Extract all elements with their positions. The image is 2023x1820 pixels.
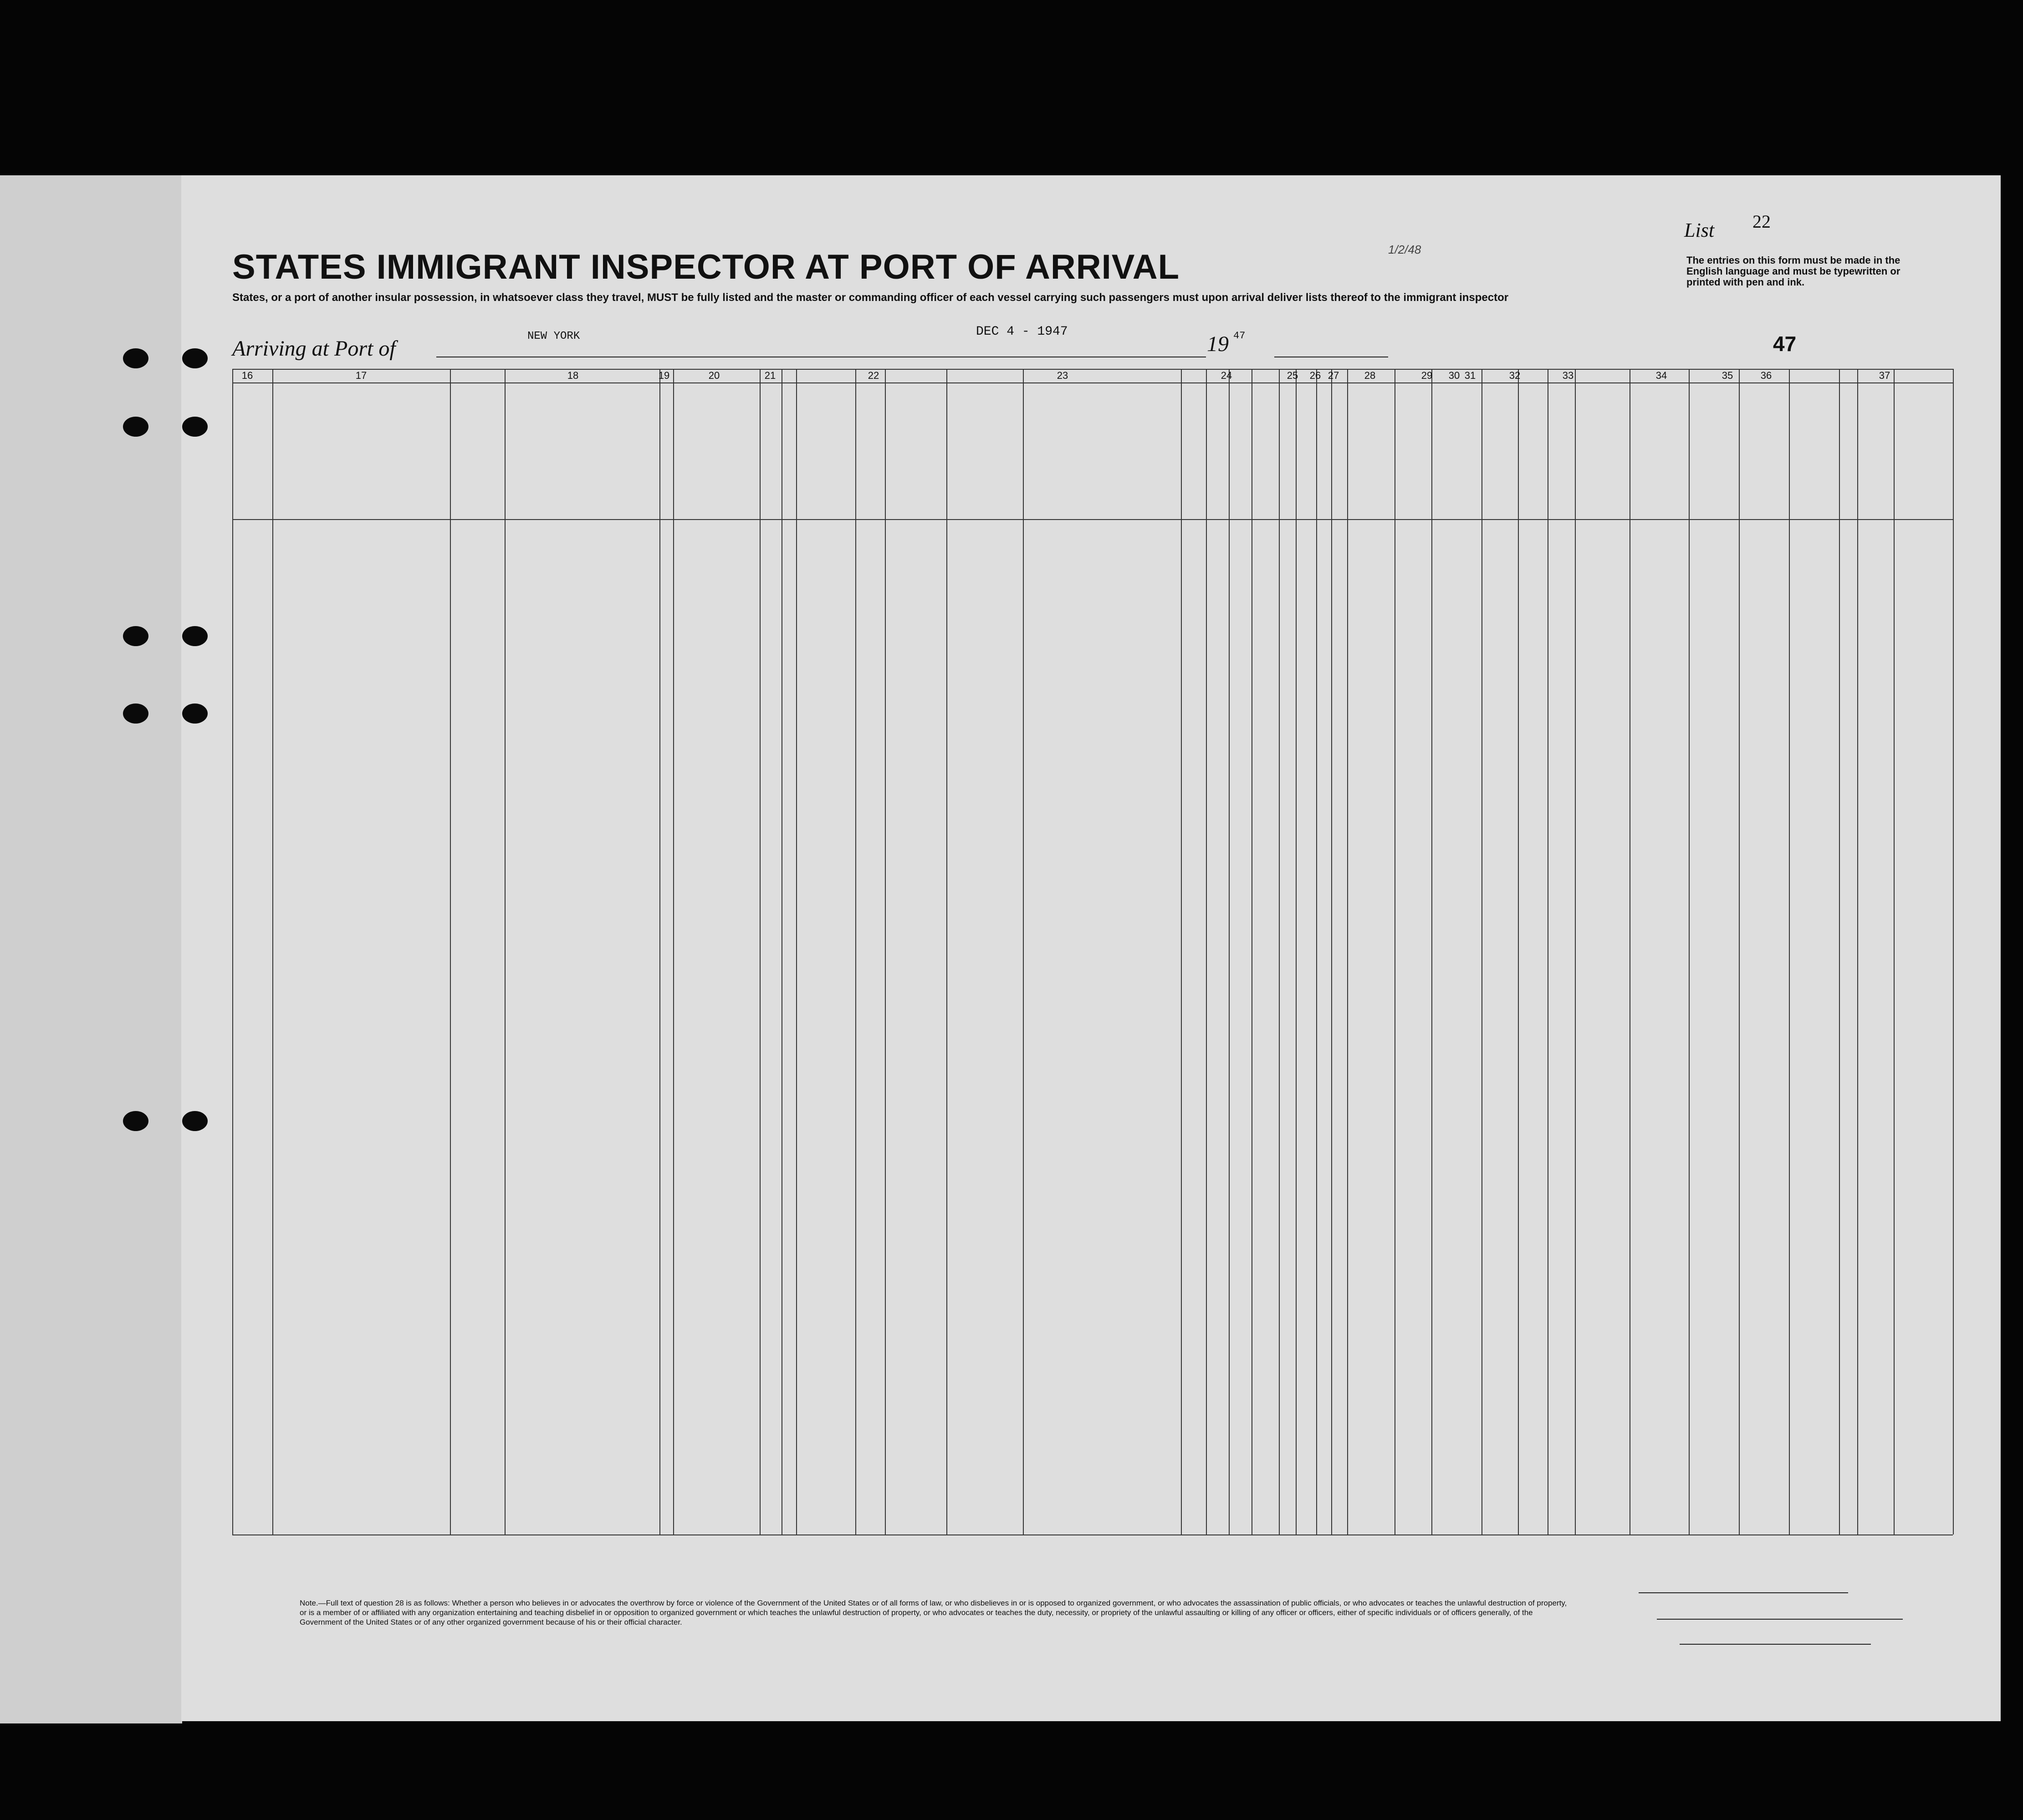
column-number: 27: [1328, 370, 1339, 381]
binding-hole: [182, 348, 208, 368]
page-title: STATES IMMIGRANT INSPECTOR AT PORT OF ARRIVAL: [232, 248, 1180, 286]
column-number: 28: [1364, 370, 1376, 381]
column-rule: [272, 369, 273, 1535]
column-rule: [1181, 369, 1182, 1535]
column-number: 17: [355, 370, 367, 381]
line-underline: [1639, 1592, 1848, 1593]
owners-underline: [1657, 1619, 1903, 1620]
column-rule: [946, 369, 947, 1535]
column-rule: [659, 369, 660, 1535]
column-rule: [1857, 369, 1858, 1535]
column-rule: [1229, 369, 1230, 1535]
column-number: 24: [1221, 370, 1232, 381]
column-rule: [232, 369, 233, 1535]
binding-hole: [123, 348, 148, 368]
column-rule: [1279, 369, 1280, 1535]
manifest-grid: [181, 175, 2001, 1721]
column-number: 16: [241, 370, 253, 381]
column-number: 23: [1057, 370, 1068, 381]
column-rule: [1894, 369, 1895, 1535]
binding-hole: [182, 704, 208, 724]
column-number: 36: [1760, 370, 1772, 381]
binding-hole: [182, 417, 208, 437]
column-number: 18: [567, 370, 579, 381]
column-rule: [1953, 369, 1954, 1535]
page-subtitle: States, or a port of another insular possession, in whatsoever class they travel, MUST be fully listed and the master or commanding officer of each vessel carrying such passengers must upon arrival deliver lists thereof to the immigrant inspector: [232, 291, 1509, 304]
column-rule: [855, 369, 856, 1535]
column-rule: [450, 369, 451, 1535]
column-number: 37: [1879, 370, 1890, 381]
column-number: 32: [1509, 370, 1521, 381]
column-rule: [1839, 369, 1840, 1535]
column-number: 31: [1464, 370, 1476, 381]
date-value: DEC 4 - 1947: [976, 325, 1068, 339]
column-rule: [1347, 369, 1348, 1535]
binding-hole: [123, 626, 148, 646]
column-rule: [1518, 369, 1519, 1535]
year-suffix: 47: [1233, 330, 1246, 342]
date-stamp: 1/2/48: [1388, 243, 1421, 256]
column-rule: [1789, 369, 1790, 1535]
footnote: Note.—Full text of question 28 is as follows: Whether a person who believes in or advocates the overthrow by force or violence of the Government of the United States or of all forms of law, or who disbelieves in or is opposed to organized government, or who advocates the assassination of public officials, or who advocates or teaches the unlawful destruction of property, or is a member of or affiliated with any organization entertaining and teaching disbelief in or opposition to organized government or which teaches the unlawful destruction of property, or who advocates or teaches the duty, necessity, or propriety of the unlawful assaulting or killing of any officer or officers, either of specific individuals or of officers generally, of the Government of the United States or of any other organized government because of his or their official character.: [300, 1599, 1567, 1626]
column-number: 30: [1448, 370, 1460, 381]
column-rule: [1481, 369, 1482, 1535]
column-rule: [1739, 369, 1740, 1535]
column-number: 19: [658, 370, 670, 381]
column-number: 20: [708, 370, 720, 381]
list-number: 22: [1752, 211, 1771, 232]
binding-hole: [123, 1111, 148, 1131]
binding-hole: [123, 704, 148, 724]
column-rule: [885, 369, 886, 1535]
column-rule: [1206, 369, 1207, 1535]
column-number: 25: [1287, 370, 1298, 381]
column-number: 29: [1421, 370, 1433, 381]
grid-top-line: [232, 369, 1953, 370]
year-prefix: 19: [1207, 332, 1229, 356]
column-rule: [1316, 369, 1317, 1535]
column-number: 33: [1562, 370, 1574, 381]
column-number: 22: [868, 370, 879, 381]
grid-number-line: [232, 382, 1953, 383]
column-rule: [1296, 369, 1297, 1535]
column-number: 35: [1722, 370, 1733, 381]
page-number: 47: [1773, 332, 1797, 356]
entry-instructions: The entries on this form must be made in the English language and must be typewritten or printed with pen and ink.: [1686, 255, 1900, 288]
column-number: 34: [1655, 370, 1667, 381]
grid-header-line: [232, 519, 1953, 520]
port-value: NEW YORK: [527, 330, 580, 342]
binding-hole: [182, 1111, 208, 1131]
arriving-label: Arriving at Port of: [232, 336, 396, 361]
column-rule: [673, 369, 674, 1535]
column-number: 21: [764, 370, 776, 381]
column-rule: [1575, 369, 1576, 1535]
agents-underline: [1680, 1644, 1871, 1645]
binding-hole: [182, 626, 208, 646]
column-rule: [1331, 369, 1332, 1535]
manifest-sheet: [181, 175, 2001, 1721]
column-rule: [505, 369, 506, 1535]
column-rule: [796, 369, 797, 1535]
list-label: List: [1684, 219, 1715, 241]
column-rule: [760, 369, 761, 1535]
binding-hole: [123, 417, 148, 437]
column-rule: [1431, 369, 1432, 1535]
column-rule: [1689, 369, 1690, 1535]
column-number: 26: [1309, 370, 1321, 381]
column-rule: [1023, 369, 1024, 1535]
previous-page-strip: [0, 175, 182, 1723]
